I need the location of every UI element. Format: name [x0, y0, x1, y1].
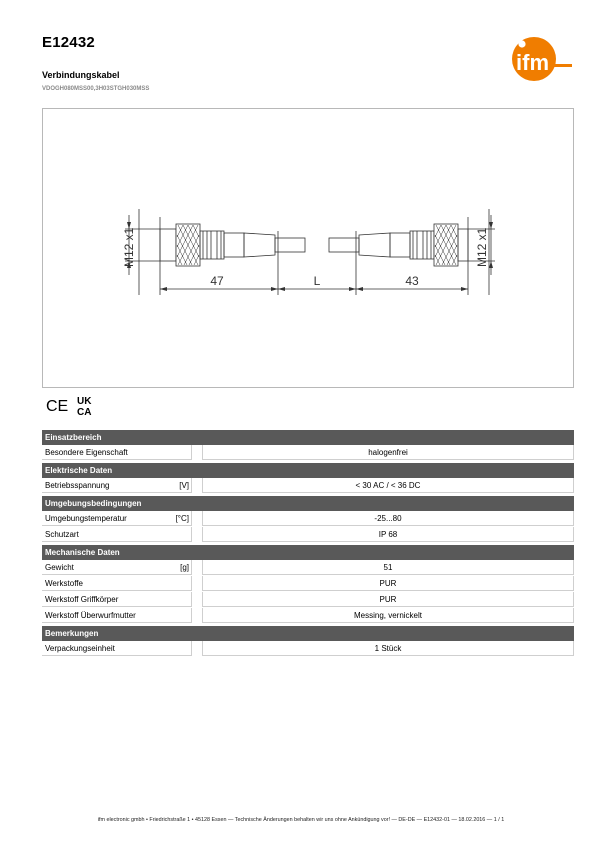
spec-value: < 30 AC / < 36 DC — [202, 478, 574, 493]
section-header: Einsatzbereich — [42, 430, 574, 445]
spec-row — [42, 641, 574, 657]
footer — [0, 817, 602, 823]
section-header: Mechanische Daten — [42, 545, 574, 560]
spec-table — [42, 430, 574, 657]
spec-label: Werkstoff Griffkörper — [42, 592, 192, 607]
spec-unit — [172, 576, 192, 591]
spec-value: Messing, vernickelt — [202, 608, 574, 623]
spec-unit: [V] — [172, 478, 192, 493]
spec-value: -25...80 — [202, 511, 574, 526]
spec-value: IP 68 — [202, 527, 574, 542]
footer-text: ifm electronic gmbh • Friedrichstraße 1 • 45128 Essen — Technische Änderungen behalten wir uns ohne Ankündigung vor! — DE-DE — E12432-01 — 18.02.2016 — — [97, 817, 493, 823]
spec-unit: [g] — [172, 560, 192, 575]
spec-value: PUR — [202, 592, 574, 607]
article-number: E12432 — [42, 34, 95, 51]
spec-unit: [°C] — [172, 511, 192, 526]
spec-label: Werkstoff Überwurfmutter — [42, 608, 192, 623]
spec-value: 51 — [202, 560, 574, 575]
dimension-left: 47 — [210, 274, 224, 288]
logo-text: ifm — [516, 50, 549, 75]
spec-unit — [172, 641, 192, 656]
spec-label: Betriebsspannung — [42, 478, 192, 493]
spec-label: Umgebungstemperatur — [42, 511, 192, 526]
ukca-mark-top: UK — [77, 396, 92, 407]
dimension-right: 43 — [405, 274, 419, 288]
ce-mark: CE — [46, 398, 69, 415]
spec-row — [42, 511, 574, 527]
spec-label: Werkstoffe — [42, 576, 192, 591]
spec-label: Verpackungseinheit — [42, 641, 192, 656]
spec-row — [42, 478, 574, 494]
section-header: Umgebungsbedingungen — [42, 496, 574, 511]
spec-unit — [172, 527, 192, 542]
spec-row — [42, 445, 574, 461]
spec-label: Besondere Eigenschaft — [42, 445, 192, 460]
spec-value: PUR — [202, 576, 574, 591]
ukca-mark-bottom: CA — [77, 407, 92, 416]
spec-label: Gewicht — [42, 560, 192, 575]
section-header: Bemerkungen — [42, 626, 574, 641]
spec-unit — [172, 592, 192, 607]
spec-value: 1 Stück — [202, 641, 574, 656]
footer-page: 1 / 1 — [493, 817, 505, 823]
thread-label-left: M12 x1 — [122, 227, 136, 267]
technical-drawing — [42, 108, 574, 388]
product-code: VDOGH080MSS00,3H03STGH030MSS — [42, 86, 150, 92]
spec-value: halogenfrei — [202, 445, 574, 460]
dimension-middle: L — [313, 274, 321, 288]
thread-label-right: M12 x1 — [475, 227, 489, 267]
spec-row — [42, 560, 574, 576]
spec-row — [42, 527, 574, 543]
ifm-logo — [510, 34, 574, 84]
spec-row — [42, 608, 574, 624]
spec-label: Schutzart — [42, 527, 192, 542]
spec-unit — [172, 608, 192, 623]
certification-marks — [46, 394, 106, 416]
spec-unit — [172, 445, 192, 460]
product-title: Verbindungskabel — [42, 70, 120, 80]
section-header: Elektrische Daten — [42, 463, 574, 478]
spec-row — [42, 592, 574, 608]
spec-row — [42, 576, 574, 592]
